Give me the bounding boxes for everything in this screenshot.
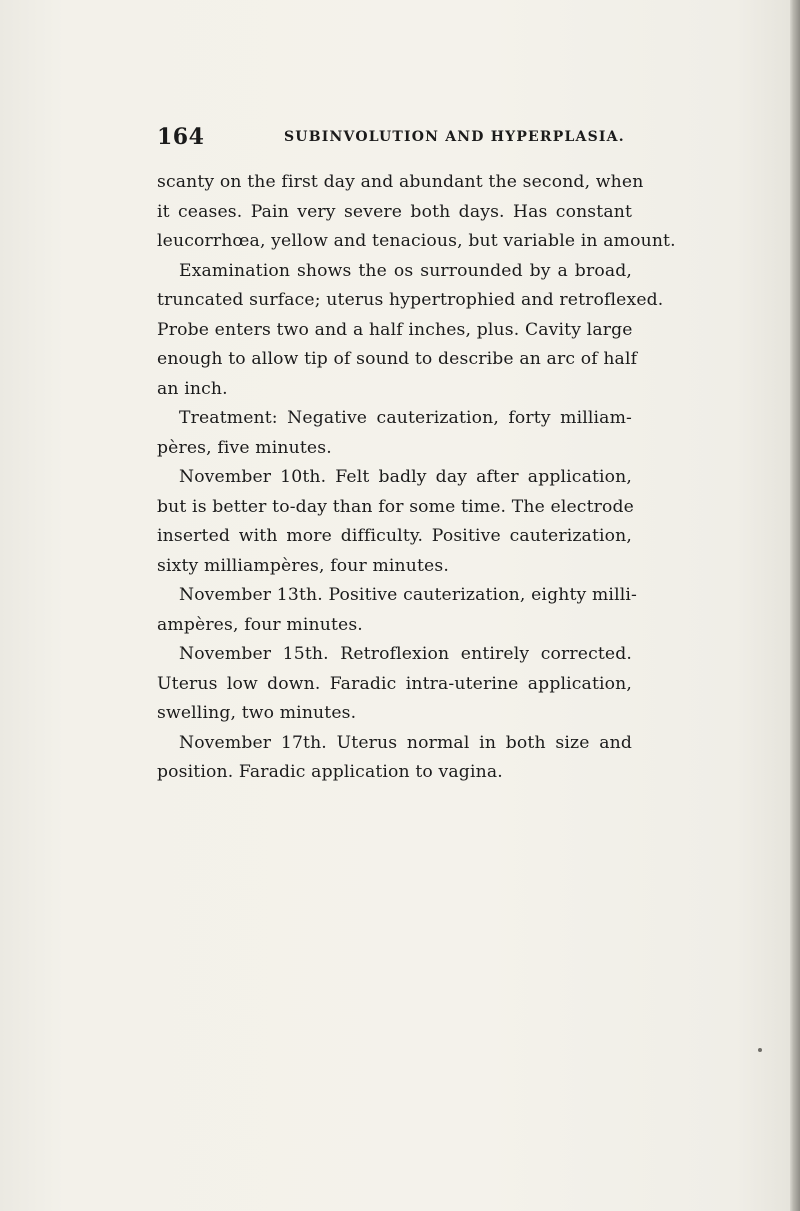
text-line: it ceases. Pain very severe both days. Has constant (157, 201, 632, 222)
page-header (157, 124, 627, 152)
text-line: swelling, two minutes. (157, 703, 357, 723)
text-line: sixty milliampères, four minutes. (157, 555, 449, 576)
text-line: November 10th. Felt badly day after application, (179, 467, 632, 487)
running-head: SUBINVOLUTION AND HYPERPLASIA. (284, 129, 625, 145)
body-text (157, 168, 676, 788)
text-line: an inch. (157, 378, 228, 399)
text-line: November 17th. Uterus normal in both size and (179, 732, 632, 753)
paper-speck (758, 1048, 762, 1052)
text-line: but is better to-day than for some time. The electrode (157, 496, 634, 517)
text-line: pères, five minutes. (157, 437, 332, 458)
text-line: scanty on the first day and abundant the second, when (157, 172, 644, 192)
page-edge-shadow (790, 0, 800, 1211)
text-line: enough to allow tip of sound to describe an arc of half (157, 349, 638, 369)
text-line: Uterus low down. Faradic intra-uterine application, (157, 673, 632, 694)
text-line: leucorrhœa, yellow and tenacious, but variable in amount. (157, 231, 676, 251)
page-number: 164 (157, 124, 205, 150)
text-line: ampères, four minutes. (157, 614, 363, 635)
text-line: position. Faradic application to vagina. (157, 762, 503, 782)
text-line: November 13th. Positive cauterization, eighty milli- (179, 585, 637, 605)
text-line: Probe enters two and a half inches, plus. Cavity large (157, 319, 633, 340)
text-line: inserted with more difficulty. Positive cauterization, (157, 526, 632, 546)
text-line: Examination shows the os surrounded by a broad, (179, 260, 632, 281)
text-line: November 15th. Retroflexion entirely corrected. (179, 644, 632, 664)
text-line: Treatment: Negative cauterization, forty milliam- (179, 408, 632, 428)
text-line: truncated surface; uterus hypertrophied and retroflexed. (157, 290, 664, 310)
